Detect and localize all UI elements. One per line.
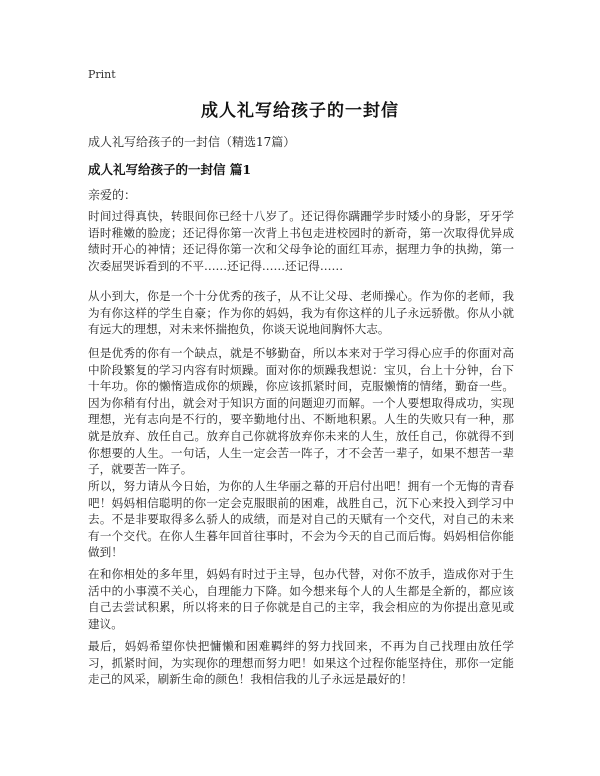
section-title: 成人礼写给孩子的一封信 篇1 bbox=[88, 162, 252, 177]
print-label: Print bbox=[88, 68, 116, 81]
page-title: 成人礼写给孩子的一封信 bbox=[201, 101, 399, 121]
salutation: 亲爱的： bbox=[88, 188, 137, 202]
paragraph-1: 时间过得真快，转眼间你已经十八岁了。还记得你蹒跚学步时矮小的身影，牙牙学语时稚嫩的脸庞；还记得你第一次背上书包走进校园时的新奇，第一次取得优异成绩时开心的神情；还记得你第一次和父母争论的面红耳赤，据理力争的执拗，第一次委屈哭诉看到的不平……还记得……还记得…… bbox=[88, 209, 514, 273]
paragraph-4: 所以，努力请从今日始，为你的人生华丽之幕的开启付出吧！拥有一个无悔的青春吧！妈妈相信聪明的你一定会克服眼前的困难，战胜自己，沉下心来投入到学习中去。不是非要取得多么骄人的成绩，而是对自己的天赋有一个交代，对自己的未来有一个交代。在你人生暮年回首往事时，不会为今天的自己而后悔。妈妈相信你能做到！ bbox=[88, 479, 514, 560]
paragraph-6: 最后，妈妈希望你快把慵懒和困难羁绊的努力找回来，不再为自己找理由放任学习，抓紧时间，为实现你的理想而努力吧！如果这个过程你能坚持住，那你一定能走己的风采，刷新生命的颜色！我相信我的儿子永远是最好的！ bbox=[88, 639, 514, 687]
paragraph-2: 从小到大，你是一个十分优秀的孩子，从不让父母、老师操心。作为你的老师，我为有你这样的学生自豪；作为你的妈妈，我为有你这样的儿子永远骄傲。你从小就有远大的理想，对未来怀揣抱负，你谈天说地间胸怀大志。 bbox=[88, 289, 514, 337]
paragraph-3: 但是优秀的你有一个缺点，就是不够勤奋，所以本来对于学习得心应手的你面对高中阶段繁复的学习内容有时烦躁。面对你的烦躁我想说：宝贝，台上十分钟，台下十年功。你的懒惰造成你的烦躁，你应该抓紧时间，克服懒惰的情绪，勤奋一些。因为你稍有付出，就会对于知识方面的问题迎刃而解。一个人要想取得成功，实现理想，光有志向是不行的，要辛勤地付出、不断地积累。人生的失败只有一种，那就是放弃、放任自己。放弃自己你就将放弃你未来的人生，放任自己，你就得不到你想要的人生。一句话，人生一定会苦一阵子，才不会苦一辈子，如果不想苦一辈子，就要苦一阵子。 bbox=[88, 346, 514, 477]
document-subtitle: 成人礼写给孩子的一封信（精选17篇） bbox=[88, 135, 296, 149]
paragraph-5: 在和你相处的多年里，妈妈有时过于主导，包办代替，对你不放手，造成你对于生活中的小事漠不关心，自理能力下降。如今想来每个人的人生都是全新的，都应该自己去尝试积累，所以将来的日子你就是自己的主宰，我会相应的为你提出意见或建议。 bbox=[88, 567, 514, 631]
